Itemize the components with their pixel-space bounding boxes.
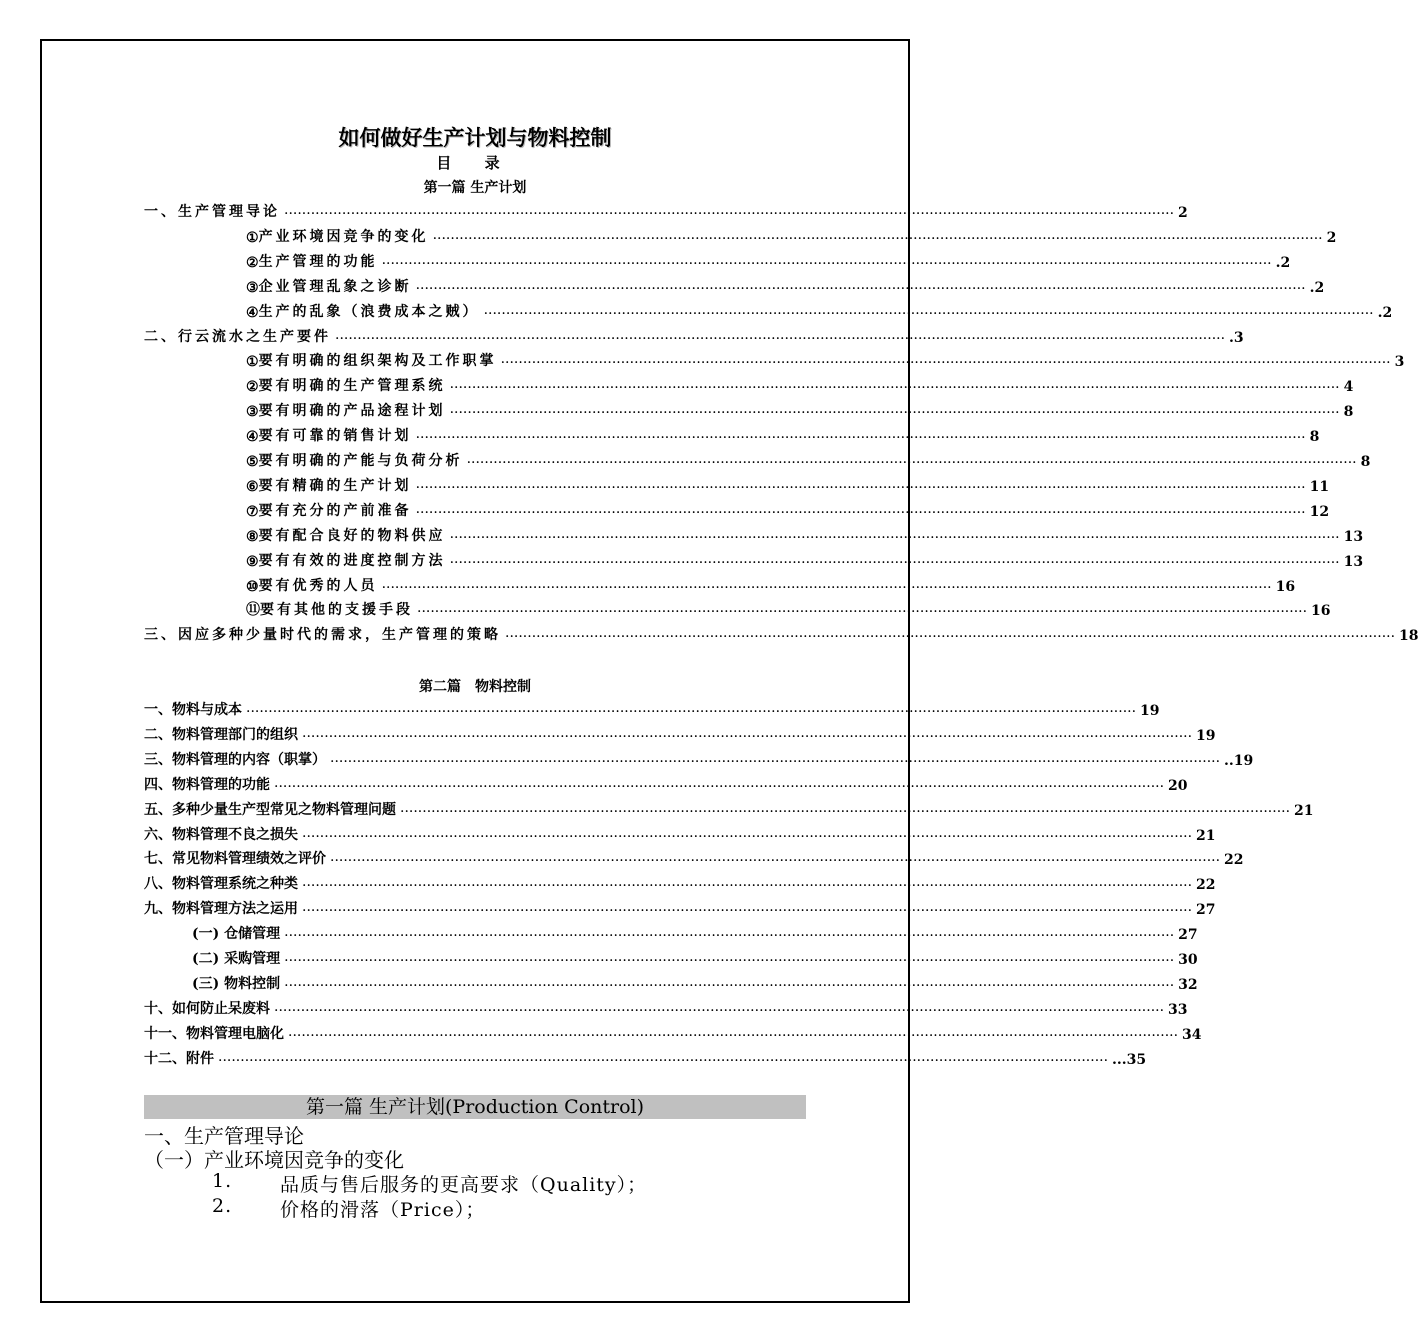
toc-entry-page: 8 xyxy=(1309,429,1320,446)
toc-entry-number: ① xyxy=(246,229,259,246)
toc-entry-page: 8 xyxy=(1360,454,1371,470)
toc-entry-label: (二) 采购管理 xyxy=(192,951,281,967)
toc-entry-label: 要有明确的生产管理系统 xyxy=(258,378,446,395)
toc-leader-dots: ········································································································································································································ xyxy=(288,1027,1179,1044)
toc-entry-number: ② xyxy=(246,254,259,271)
toc-entry-number: ⑪ xyxy=(246,602,260,619)
toc-entry-page: .3 xyxy=(1229,329,1244,346)
toc-entry-label: (三) 物料控制 xyxy=(192,975,281,992)
toc-entry xyxy=(144,699,1160,720)
toc-entry-page: 2 xyxy=(1178,205,1188,221)
toc-entry-number: ⑦ xyxy=(246,503,259,520)
section-title: 一、生产管理导论 xyxy=(144,1124,304,1148)
toc-entry-label: 要有明确的组织架构及工作职掌 xyxy=(258,353,497,370)
toc-entry-page: .2 xyxy=(1275,254,1291,271)
toc-entry-number: ④ xyxy=(246,429,259,446)
toc-entry-page: 32 xyxy=(1178,976,1198,993)
toc-entry-label: 要有其他的支援手段 xyxy=(260,602,413,619)
toc-entry-label: 六、物料管理不良之损失 xyxy=(144,826,298,843)
toc-entry-label: 企业管理乱象之诊断 xyxy=(258,278,412,295)
toc-entry xyxy=(192,973,1198,994)
toc-entry-label: 三、物料管理的内容（职掌） xyxy=(144,751,326,768)
toc-entry-label: 九、物料管理方法之运用 xyxy=(144,901,298,918)
toc-entry-page: 22 xyxy=(1224,852,1244,869)
toc-entry-page: 27 xyxy=(1178,927,1198,944)
toc-leader-dots: ········································································································································································································ xyxy=(449,529,1340,546)
toc-entry-page: 22 xyxy=(1196,877,1216,894)
list-item-text: 价格的滑落（Price）； xyxy=(280,1199,486,1221)
toc-entry-label: 要有充分的产前准备 xyxy=(258,502,412,519)
toc-entry-label: 产业环境因竞争的变化 xyxy=(258,228,429,245)
toc-entry-number: ⑥ xyxy=(246,478,259,495)
toc-entry-label: 要有有效的进度控制方法 xyxy=(258,552,446,569)
toc-entry xyxy=(246,425,1320,447)
toc-leader-dots: ········································································································································································································ xyxy=(302,828,1193,845)
toc-entry-label: 要有明确的产能与负荷分析 xyxy=(258,453,463,469)
toc-entry xyxy=(246,276,1325,297)
toc-entry-label: 十一、物料管理电脑化 xyxy=(144,1025,284,1042)
toc-entry-number: ⑩ xyxy=(246,578,259,595)
toc-leader-dots: ········································································································································································································ xyxy=(466,455,1357,471)
toc-entry xyxy=(144,624,1419,646)
toc-entry-label: 四、物料管理的功能 xyxy=(144,776,270,793)
toc-entry-number: ③ xyxy=(246,279,259,296)
toc-entry xyxy=(246,575,1296,596)
toc-entry xyxy=(144,1023,1202,1044)
toc-entry-page: 16 xyxy=(1275,578,1296,595)
toc-entry-label: 要有明确的产品途程计划 xyxy=(258,403,446,420)
toc-entry xyxy=(144,873,1216,895)
toc-entry-page: 27 xyxy=(1196,902,1216,919)
toc-leader-dots: ········································································································································································································ xyxy=(449,380,1340,397)
toc-entry-page: 21 xyxy=(1196,827,1216,844)
toc-entry-page: 19 xyxy=(1196,727,1216,744)
toc-entry xyxy=(192,923,1198,945)
toc-entry xyxy=(144,898,1216,920)
toc-heading: 目 录 xyxy=(436,154,514,172)
toc-entry-label: 生产管理的功能 xyxy=(258,253,378,270)
toc-entry xyxy=(144,848,1244,870)
toc-entry-label: 要有优秀的人员 xyxy=(258,577,378,594)
toc-entry xyxy=(144,724,1216,745)
list-item-number: 1. xyxy=(212,1170,233,1192)
toc-entry-label: 生产的乱象（浪费成本之贼） xyxy=(258,303,480,320)
section-banner: 第一篇 生产计划(Production Control) xyxy=(144,1095,806,1119)
toc-leader-dots: ········································································································································································································ xyxy=(284,977,1175,994)
toc-entry-label: 三、因应多种少量时代的需求，生产管理的策略 xyxy=(144,627,501,644)
toc-entry-page: .2 xyxy=(1377,304,1393,321)
toc-entry-number: ③ xyxy=(246,404,259,421)
toc-entry xyxy=(192,948,1198,969)
toc-entry-label: 一、生产管理导论 xyxy=(144,204,280,220)
toc-leader-dots: ········································································································································································································ xyxy=(274,778,1165,795)
toc-leader-dots: ········································································································································································································ xyxy=(483,305,1374,322)
document-title: 如何做好生产计划与物料控制 xyxy=(338,125,612,150)
toc-leader-dots: ········································································································································································································ xyxy=(302,728,1193,745)
toc-leader-dots: ········································································································································································································ xyxy=(381,579,1272,596)
toc-entry xyxy=(144,201,1188,222)
toc-entry-number: ⑤ xyxy=(246,454,259,470)
toc-leader-dots: ········································································································································································································ xyxy=(415,504,1306,521)
toc-entry-page: 13 xyxy=(1343,553,1364,570)
toc-entry-page: 8 xyxy=(1343,404,1354,421)
toc-entry-number: ⑧ xyxy=(246,528,259,545)
toc-entry xyxy=(246,500,1330,521)
part1-heading: 第一篇 生产计划 xyxy=(423,180,527,196)
toc-entry-page: 3 xyxy=(1394,354,1405,371)
toc-entry-number: ② xyxy=(246,379,259,396)
toc-entry xyxy=(246,400,1354,422)
toc-entry-page: ...35 xyxy=(1112,1051,1147,1068)
toc-entry-page: ..19 xyxy=(1224,752,1254,769)
toc-entry xyxy=(144,749,1254,770)
toc-entry xyxy=(144,1048,1147,1069)
toc-entry xyxy=(144,799,1314,820)
toc-entry-page: 2 xyxy=(1326,229,1337,246)
toc-entry xyxy=(246,375,1354,397)
list-item-number: 2. xyxy=(212,1195,233,1217)
toc-leader-dots: ········································································································································································································ xyxy=(284,953,1175,969)
toc-entry xyxy=(144,326,1244,347)
toc-entry-label: 二、行云流水之生产要件 xyxy=(144,328,331,345)
toc-entry-label: 要有可靠的销售计划 xyxy=(258,428,412,445)
toc-leader-dots: ········································································································································································································ xyxy=(415,280,1306,297)
toc-entry-label: 八、物料管理系统之种类 xyxy=(144,876,298,893)
toc-entry-page: 34 xyxy=(1182,1026,1202,1043)
toc-leader-dots: ········································································································································································································ xyxy=(335,330,1226,347)
toc-entry xyxy=(246,450,1371,471)
toc-entry-page: 21 xyxy=(1294,802,1314,819)
toc-entry-number: ① xyxy=(246,354,259,371)
toc-entry xyxy=(246,475,1330,496)
toc-entry-number: ⑨ xyxy=(246,553,259,570)
toc-leader-dots: ········································································································································································································ xyxy=(417,604,1308,621)
toc-leader-dots: ········································································································································································································ xyxy=(381,255,1272,272)
toc-leader-dots: ········································································································································································································ xyxy=(449,405,1340,422)
part2-heading: 第二篇 物料控制 xyxy=(419,679,531,695)
toc-entry-page: 12 xyxy=(1309,503,1330,520)
toc-entry xyxy=(144,824,1216,845)
toc-leader-dots: ········································································································································································································ xyxy=(284,928,1175,945)
toc-entry-page: 30 xyxy=(1178,952,1198,968)
toc-entry-page: 18 xyxy=(1399,628,1419,645)
toc-leader-dots: ········································································································································································································ xyxy=(415,479,1306,496)
list-item-text: 品质与售后服务的更高要求（Quality）； xyxy=(280,1174,648,1196)
toc-leader-dots: ········································································································································································································ xyxy=(302,878,1193,895)
toc-entry-page: 4 xyxy=(1343,379,1354,396)
toc-entry-page: .2 xyxy=(1309,279,1325,296)
toc-leader-dots: ········································································································································································································ xyxy=(274,1002,1165,1019)
toc-entry-page: 11 xyxy=(1309,478,1330,495)
toc-entry-label: 二、物料管理部门的组织 xyxy=(144,726,298,743)
toc-entry xyxy=(246,226,1337,247)
toc-entry-label: 七、常见物料管理绩效之评价 xyxy=(144,851,326,868)
toc-entry-label: 五、多种少量生产型常见之物料管理问题 xyxy=(144,801,396,818)
toc-entry-label: (一) 仓储管理 xyxy=(192,926,281,943)
toc-entry xyxy=(246,550,1364,571)
toc-leader-dots: ········································································································································································································ xyxy=(432,230,1323,247)
toc-leader-dots: ········································································································································································································ xyxy=(505,629,1396,646)
toc-leader-dots: ········································································································································································································ xyxy=(284,206,1175,222)
toc-entry xyxy=(246,301,1393,322)
toc-leader-dots: ········································································································································································································ xyxy=(449,554,1340,571)
toc-leader-dots: ········································································································································································································ xyxy=(500,355,1391,372)
toc-entry-page: 16 xyxy=(1311,603,1331,620)
toc-entry xyxy=(144,998,1188,1019)
toc-entry xyxy=(246,525,1364,546)
toc-entry-number: ④ xyxy=(246,304,259,321)
toc-leader-dots: ········································································································································································································ xyxy=(330,853,1221,870)
toc-entry-label: 一、物料与成本 xyxy=(144,702,242,718)
toc-entry xyxy=(246,251,1291,272)
toc-entry-label: 要有配合良好的物料供应 xyxy=(258,527,446,544)
toc-entry-page: 19 xyxy=(1140,703,1160,719)
toc-leader-dots: ········································································································································································································ xyxy=(400,803,1291,820)
toc-entry-label: 十、如何防止呆废料 xyxy=(144,1000,270,1017)
toc-leader-dots: ········································································································································································································ xyxy=(415,430,1306,447)
toc-leader-dots: ········································································································································································································ xyxy=(330,753,1221,770)
toc-leader-dots: ········································································································································································································ xyxy=(302,903,1193,920)
toc-entry-label: 十二、附件 xyxy=(144,1050,214,1067)
toc-leader-dots: ········································································································································································································ xyxy=(218,1052,1109,1069)
toc-entry xyxy=(246,350,1405,372)
toc-entry-label: 要有精确的生产计划 xyxy=(258,477,412,494)
toc-entry-page: 13 xyxy=(1343,528,1364,545)
toc-entry-page: 20 xyxy=(1168,777,1188,794)
toc-entry-page: 33 xyxy=(1168,1001,1188,1018)
toc-entry xyxy=(246,599,1331,621)
subsection-title: （一）产业环境因竞争的变化 xyxy=(144,1148,404,1172)
toc-leader-dots: ········································································································································································································ xyxy=(246,704,1137,720)
toc-entry xyxy=(144,774,1188,795)
